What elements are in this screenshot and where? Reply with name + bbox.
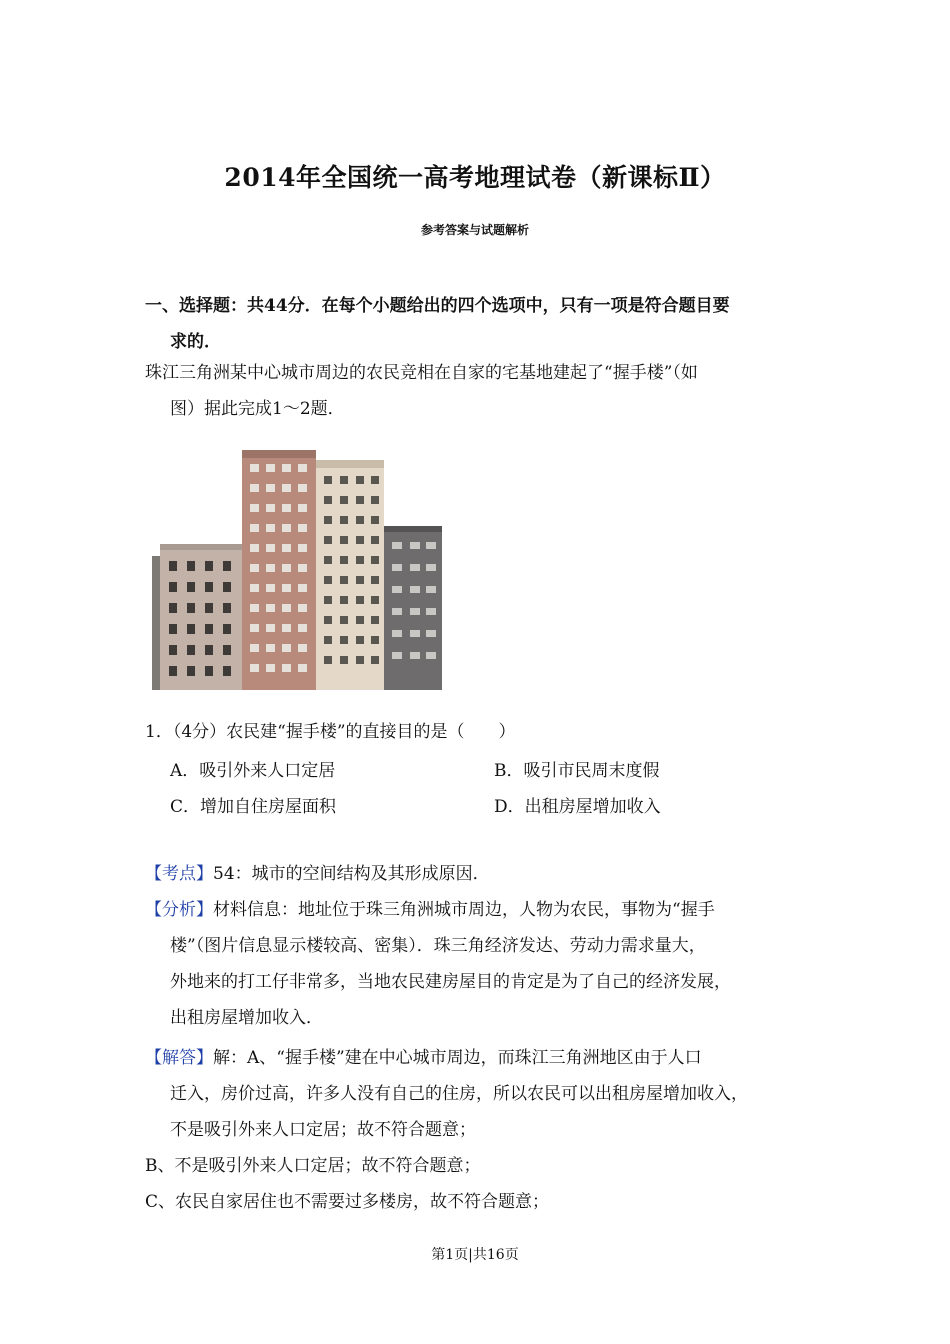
jieda-line5: C、农民自家居住也不需要过多楼房，故不符合题意； (145, 1192, 550, 1212)
kaodian-tag: 【考点】 (145, 864, 213, 884)
jieda-block (145, 1040, 825, 1220)
fenxi-line4: 出租房屋增加收入． (170, 1008, 323, 1028)
fenxi-tag: 【分析】 (145, 900, 213, 920)
intro-line1: 珠江三角洲某中心城市周边的农民竞相在自家的宅基地建起了“握手楼”（如 (145, 363, 698, 383)
jieda-line2: 迁入，房价过高，许多人没有自己的住房，所以农民可以出租房屋增加收入， (170, 1084, 748, 1104)
jieda-line1: 解：A、“握手楼”建在中心城市周边，而珠江三角洲地区由于人口 (213, 1048, 702, 1068)
jieda-line4: B、不是吸引外来人口定居；故不符合题意； (145, 1156, 481, 1176)
handshake-buildings-photo (152, 446, 442, 690)
section-heading (145, 288, 815, 360)
fenxi-block (145, 892, 825, 1036)
page-subtitle: 参考答案与试题解析 (420, 223, 529, 237)
question-1-stem: 1．（4分）农民建“握手楼”的直接目的是（ ） (145, 722, 516, 742)
jieda-tag: 【解答】 (145, 1048, 213, 1068)
kaodian-text: 54：城市的空间结构及其形成原因． (213, 864, 490, 884)
fenxi-line1: 材料信息：地址位于珠三角洲城市周边，人物为农民，事物为“握手 (213, 900, 715, 920)
fenxi-line3: 外地来的打工仔非常多，当地农民建房屋目的肯定是为了自己的经济发展， (170, 972, 731, 992)
section-heading-line2: 求的． (170, 332, 221, 352)
jieda-line3: 不是吸引外来人口定居；故不符合题意； (170, 1120, 476, 1140)
page-title: 2014年全国统一高考地理试卷（新课标Ⅱ） (224, 163, 726, 192)
option-a: A．吸引外来人口定居 (170, 761, 336, 781)
section-heading-line1: 一、选择题：共44分．在每个小题给出的四个选项中，只有一项是符合题目要 (145, 296, 730, 316)
intro-paragraph (145, 355, 815, 427)
option-c: C．增加自住房屋面积 (170, 797, 337, 817)
kaodian-block (145, 856, 825, 892)
page-footer: 第1页|共16页 (431, 1247, 519, 1263)
fenxi-line2: 楼”（图片信息显示楼较高、密集）．珠三角经济发达、劳动力需求量大， (170, 936, 706, 956)
option-d: D．出租房屋增加收入 (494, 797, 661, 817)
intro-line2: 图）据此完成1～2题． (170, 399, 345, 419)
option-b: B．吸引市民周末度假 (494, 761, 660, 781)
